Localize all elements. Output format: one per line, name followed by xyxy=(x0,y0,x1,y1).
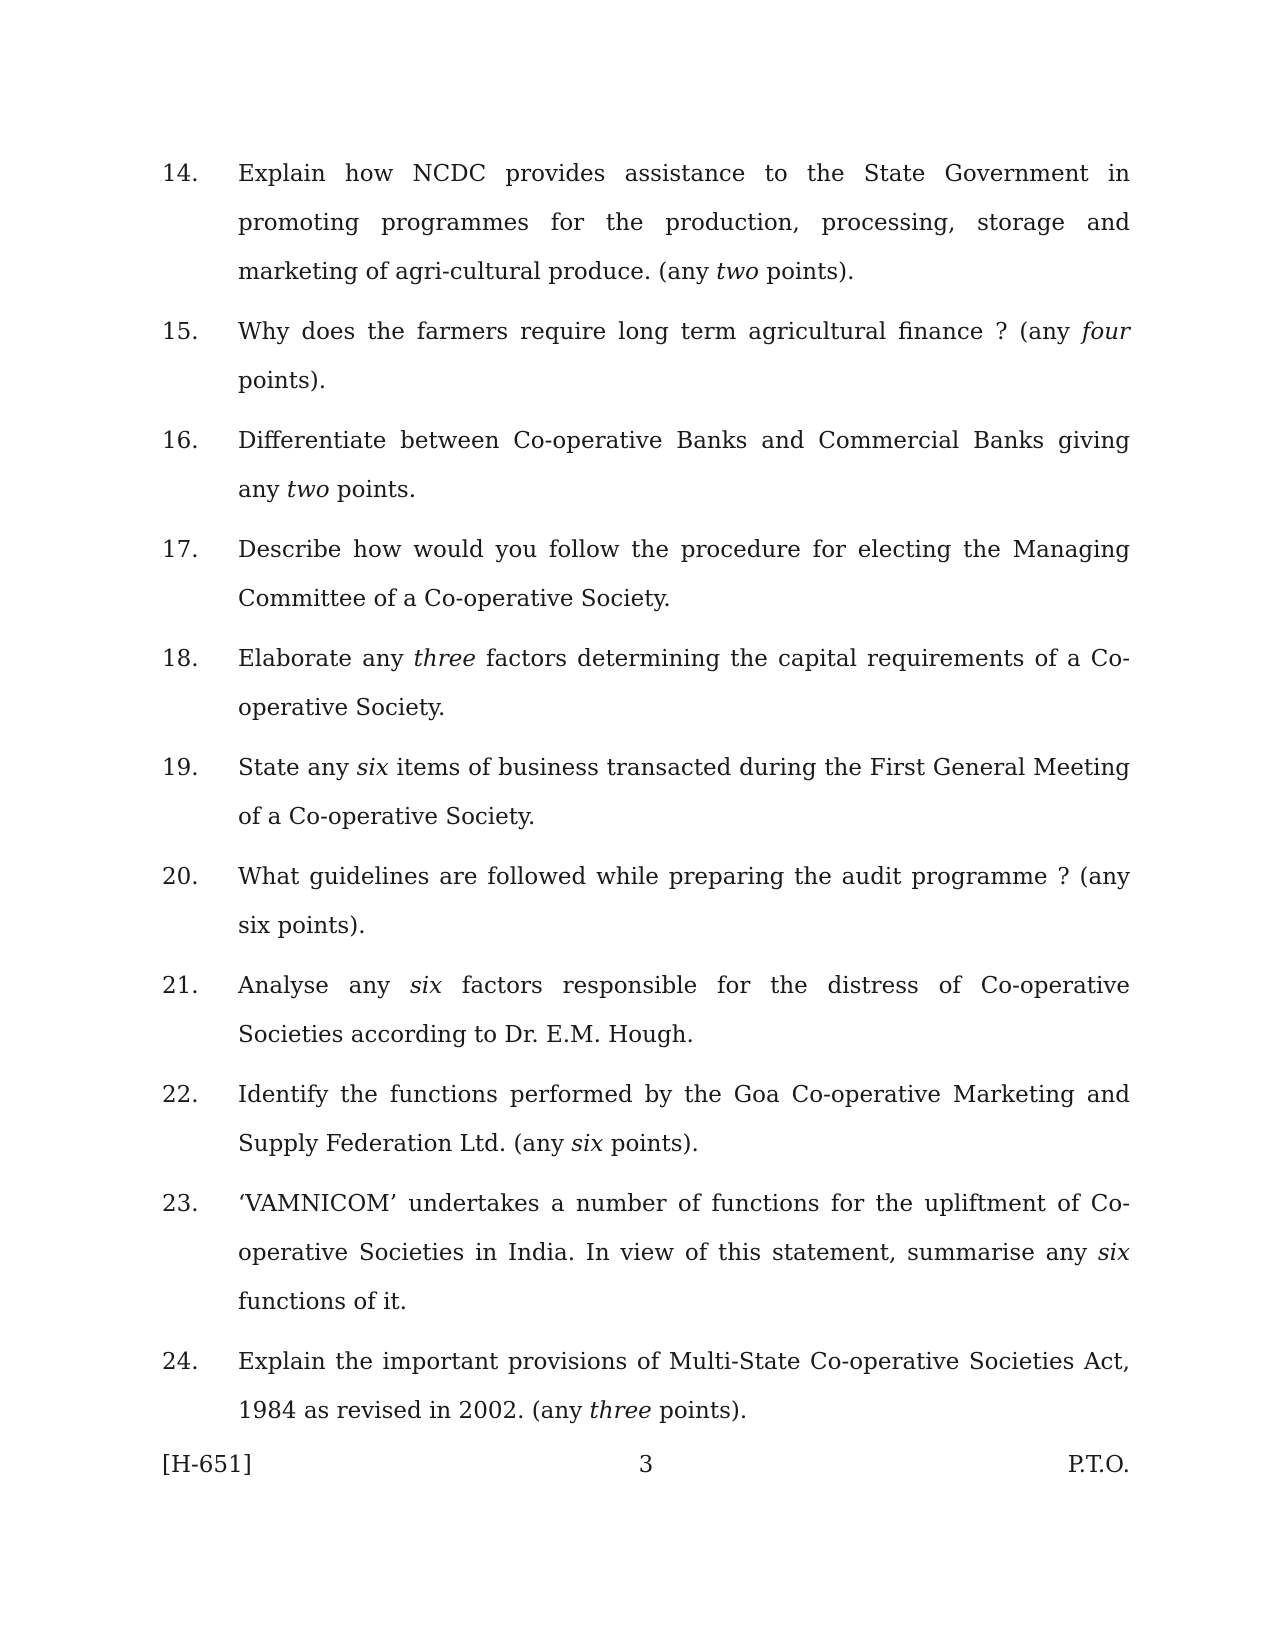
text-run: What guidelines are followed while preparing the audit programme ? (any six points). xyxy=(238,864,1130,939)
emphasis-text: six xyxy=(409,973,443,999)
text-run: Identify the functions performed by the Goa Co-operative Marketing and Supply Federation Ltd. (any xyxy=(238,1082,1130,1157)
question-text xyxy=(238,417,1130,515)
question-number: 19. xyxy=(162,755,199,781)
question-list xyxy=(162,150,1130,1447)
question-item xyxy=(162,635,1130,733)
question-item xyxy=(162,1180,1130,1327)
question-number: 22. xyxy=(162,1082,199,1108)
text-run: points). xyxy=(238,368,327,394)
question-item xyxy=(162,150,1130,297)
emphasis-text: two xyxy=(286,477,330,503)
text-run: Why does the farmers require long term agricultural finance ? (any xyxy=(238,319,1082,345)
text-run: Explain the important provisions of Multi-State Co-operative Societies Act, 1984 as revised in 2002. (any xyxy=(238,1349,1130,1424)
emphasis-text: four xyxy=(1081,319,1130,345)
text-run: Elaborate any xyxy=(238,646,414,672)
question-item xyxy=(162,417,1130,515)
text-run: Describe how would you follow the procedure for electing the Managing Committee of a Co-operative Society. xyxy=(238,537,1130,612)
question-item xyxy=(162,526,1130,624)
question-item xyxy=(162,962,1130,1060)
question-text xyxy=(238,1071,1130,1169)
text-run: Analyse any xyxy=(238,973,410,999)
paper-code: [H-651] xyxy=(162,1452,252,1478)
text-run: items of business transacted during the First General Meeting of a Co-operative Society. xyxy=(238,755,1130,830)
question-item xyxy=(162,853,1130,951)
emphasis-text: six xyxy=(1097,1240,1130,1266)
question-text xyxy=(238,744,1130,842)
question-number: 21. xyxy=(162,973,199,999)
question-text xyxy=(238,853,1130,951)
question-text xyxy=(238,1338,1130,1436)
emphasis-text: six xyxy=(571,1131,604,1157)
question-text xyxy=(238,150,1130,297)
question-text xyxy=(238,308,1130,406)
question-number: 20. xyxy=(162,864,199,890)
question-item xyxy=(162,744,1130,842)
text-run: functions of it. xyxy=(238,1289,407,1315)
question-text xyxy=(238,526,1130,624)
text-run: Differentiate between Co-operative Banks and Commercial Banks giving any xyxy=(238,428,1130,503)
text-run: ‘VAMNICOM’ undertakes a number of functions for the upliftment of Co-operative Societies in India. In view of this statement, summarise any xyxy=(238,1191,1130,1266)
question-text xyxy=(238,1180,1130,1327)
text-run: Explain how NCDC provides assistance to the State Government in promoting programmes for the production, processing, storage and marketing of agri-cultural produce. (any xyxy=(238,161,1130,285)
emphasis-text: two xyxy=(716,259,760,285)
text-run: factors responsible for the distress of Co-operative Societies according to Dr. E.M. Hough. xyxy=(238,973,1131,1048)
text-run: State any xyxy=(238,755,357,781)
question-number: 17. xyxy=(162,537,199,563)
emphasis-text: three xyxy=(589,1398,652,1424)
page-number: 3 xyxy=(638,1452,654,1478)
text-run: points). xyxy=(759,259,855,285)
please-turn-over: P.T.O. xyxy=(1067,1452,1130,1478)
question-item xyxy=(162,1071,1130,1169)
text-run: points. xyxy=(329,477,417,503)
text-run: points). xyxy=(603,1131,699,1157)
question-number: 14. xyxy=(162,161,199,187)
text-run: factors determining the capital requirements of a Co-operative Society. xyxy=(238,646,1130,721)
question-number: 24. xyxy=(162,1349,199,1375)
question-number: 15. xyxy=(162,319,199,345)
question-number: 23. xyxy=(162,1191,199,1217)
question-item xyxy=(162,308,1130,406)
question-text xyxy=(238,962,1130,1060)
question-number: 18. xyxy=(162,646,199,672)
question-item xyxy=(162,1338,1130,1436)
question-text xyxy=(238,635,1130,733)
text-run: points). xyxy=(651,1398,748,1424)
emphasis-text: six xyxy=(356,755,389,781)
emphasis-text: three xyxy=(413,646,476,672)
question-number: 16. xyxy=(162,428,199,454)
page-footer xyxy=(162,1445,1130,1485)
